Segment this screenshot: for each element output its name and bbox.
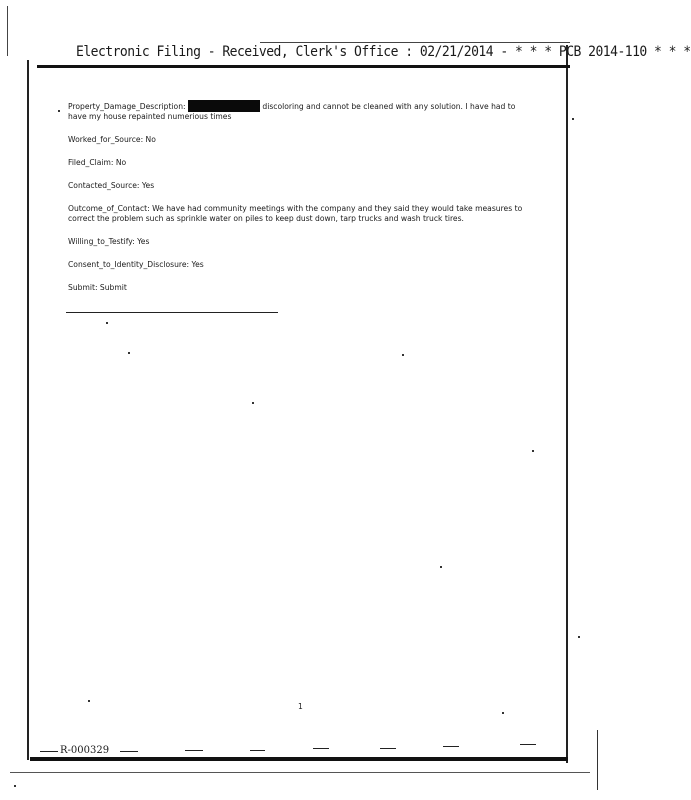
redaction-box [188, 100, 260, 112]
bates-dash-right [120, 751, 138, 752]
form-content [68, 100, 528, 306]
page-number: 1 [298, 702, 303, 711]
bates-dash-left [40, 751, 58, 752]
scan-speck [440, 566, 442, 568]
scan-edge-top-left [7, 6, 8, 56]
scan-speck [578, 636, 580, 638]
scan-dash [313, 748, 329, 749]
contacted-source-field: Contacted_Source: Yes [68, 181, 155, 190]
scan-dash [520, 744, 536, 745]
scan-speck [58, 110, 60, 112]
scan-speck [88, 700, 90, 702]
scan-speck [502, 712, 504, 714]
property-damage-label: Property_Damage_Description: [68, 102, 186, 111]
scan-border-right [566, 45, 568, 763]
filing-stamp: Electronic Filing - Received, Clerk's Office : 02/21/2014 - * * * PCB 2014-110 * * * [76, 44, 691, 60]
scan-dash [250, 750, 265, 751]
scan-border-left [27, 60, 29, 760]
bottom-rule [30, 757, 568, 761]
stamp-top-rule [260, 42, 570, 43]
scan-dash [443, 746, 459, 747]
scan-edge-right [597, 730, 598, 790]
scan-speck [572, 118, 574, 120]
outcome-of-contact-field: Outcome_of_Contact: We have had community meetings with the company and they said they would take measures to correct the problem such as sprinkle water on piles to keep dust down, tarp trucks and wash truck tires. [68, 204, 523, 223]
scan-speck [106, 322, 108, 324]
willing-to-testify-field: Willing_to_Testify: Yes [68, 237, 150, 246]
bates-number: R-000329 [60, 745, 110, 756]
scan-speck [14, 785, 16, 787]
scan-dash [380, 748, 396, 749]
scan-speck [128, 352, 130, 354]
consent-identity-field: Consent_to_Identity_Disclosure: Yes [68, 260, 204, 269]
signature-line [66, 312, 278, 313]
worked-for-source-field: Worked_for_Source: No [68, 135, 156, 144]
stamp-underline [37, 65, 570, 68]
property-damage-text: discoloring and cannot be cleaned with any solution. I have had to have my house repainted numerious times [68, 102, 516, 121]
submit-field: Submit: Submit [68, 283, 127, 292]
scan-speck [252, 402, 254, 404]
filed-claim-field: Filed_Claim: No [68, 158, 127, 167]
scan-dash [185, 750, 203, 751]
scan-speck [402, 354, 404, 356]
scan-edge-bottom [10, 772, 590, 773]
property-damage-field [68, 100, 528, 122]
scan-speck [532, 450, 534, 452]
